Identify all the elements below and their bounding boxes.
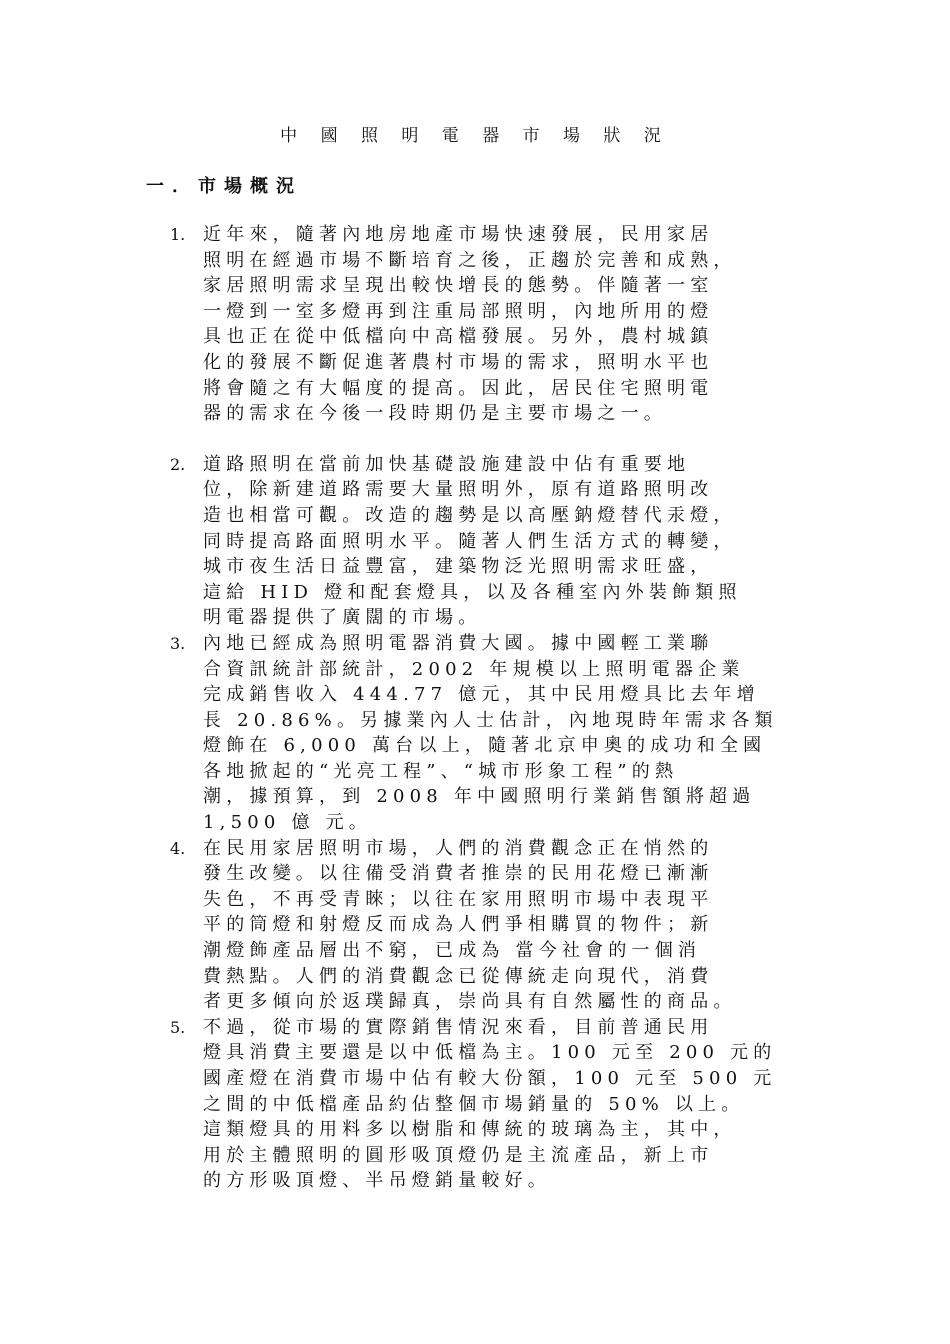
text-line: 合資訊統計部統計，2002 年規模以上照明電器企業	[203, 658, 745, 680]
text-line: 這給 HID 燈和配套燈具，以及各種室內外裝飾類照	[203, 581, 742, 603]
text-line: 一燈到一室多燈再到注重局部照明，內地所用的燈	[203, 300, 714, 322]
text-line: 明電器提供了廣闊的市場。	[203, 607, 482, 629]
document-title: 中 國 照 明 電 器 市 場 狀 況	[280, 126, 670, 146]
text-line: 家居照明需求呈現出較快增長的態勢。伴隨著一室	[203, 275, 714, 297]
list-item-1	[170, 222, 820, 427]
section-heading: 一．市場概況	[146, 176, 302, 197]
list-item-4	[170, 836, 820, 1015]
list-item-3	[170, 631, 820, 836]
list-item-5	[170, 1015, 820, 1194]
text-line: 位，除新建道路需要大量照明外，原有道路照明改	[203, 479, 714, 501]
text-line: 完成銷售收入 444.77 億元，其中民用燈具比去年增	[203, 684, 760, 706]
text-line: 1,500 億 元。	[203, 812, 372, 834]
item-number: 4.	[170, 838, 186, 858]
text-line: 潮，據預算，到 2008 年中國照明行業銷售額將超過	[203, 786, 756, 808]
item-number: 3.	[170, 633, 186, 653]
text-line: 燈具消費主要還是以中低檔為主。100 元至 200 元的	[203, 1042, 777, 1064]
text-line: 同時提高路面照明水平。隨著人們生活方式的轉變，	[203, 530, 737, 552]
text-line: 發生改變。以往備受消費者推崇的民用花燈已漸漸	[203, 863, 714, 885]
text-line: 平的筒燈和射燈反而成為人們爭相購買的物件；新	[203, 914, 714, 936]
text-line: 具也正在從中低檔向中高檔發展。另外，農村城鎮	[203, 326, 714, 348]
text-line: 內地已經成為照明電器消費大國。據中國輕工業聯	[203, 632, 714, 654]
text-line: 近年來，隨著內地房地產市場快速發展，民用家居	[203, 224, 714, 245]
text-line: 潮燈飾產品層出不窮，已成為 當今社會的一個消	[203, 940, 702, 962]
text-line: 化的發展不斷促進著農村市場的需求，照明水平也	[203, 351, 714, 373]
text-line: 造也相當可觀。改造的趨勢是以高壓鈉燈替代汞燈，	[203, 504, 737, 526]
text-line: 國產燈在消費市場中佔有較大份額，100 元至 500 元	[203, 1068, 777, 1089]
text-line: 用於主體照明的圓形吸頂燈仍是主流產品，新上市	[203, 1144, 714, 1166]
text-line: 將會隨之有大幅度的提高。因此，居民住宅照明電	[203, 377, 714, 399]
text-line: 不過，從市場的實際銷售情況來看，目前普通民用	[203, 1016, 714, 1038]
item-number: 5.	[170, 1017, 186, 1037]
text-line: 者更多傾向於返璞歸真，崇尚具有自然屬性的商品。	[203, 991, 737, 1013]
text-line: 在民用家居照明市場，人們的消費觀念正在悄然的	[203, 837, 714, 859]
text-line: 燈飾在 6,000 萬台以上，隨著北京申奧的成功和全國	[203, 735, 767, 757]
numbered-list	[170, 222, 820, 1194]
text-line: 各地掀起的“光亮工程”、“城市形象工程”的熱	[203, 760, 679, 782]
item-number: 2.	[170, 454, 186, 474]
text-line: 器的需求在今後一段時期仍是主要市場之一。	[203, 403, 667, 425]
text-line: 長 20.86%。另據業內人士估計，內地現時年需求各類	[203, 709, 778, 731]
text-line: 照明在經過市場不斷培育之後，正趨於完善和成熟，	[203, 249, 737, 271]
list-item-2	[170, 452, 820, 631]
text-line: 費熱點。人們的消費觀念已從傳統走向現代，消費	[203, 965, 714, 987]
item-number: 1.	[170, 225, 186, 244]
text-line: 城市夜生活日益豐富，建築物泛光照明需求旺盛，	[203, 556, 714, 578]
text-line: 失色，不再受青睞；以往在家用照明市場中表現平	[203, 888, 714, 910]
text-line: 道路照明在當前加快基礎設施建設中佔有重要地	[203, 453, 691, 475]
text-line: 這類燈具的用料多以樹脂和傳統的玻璃為主，其中，	[203, 1119, 737, 1141]
text-line: 之間的中低檔產品約佔整個市場銷量的 50% 以上。	[203, 1093, 745, 1115]
text-line: 的方形吸頂燈、半吊燈銷量較好。	[203, 1170, 551, 1192]
